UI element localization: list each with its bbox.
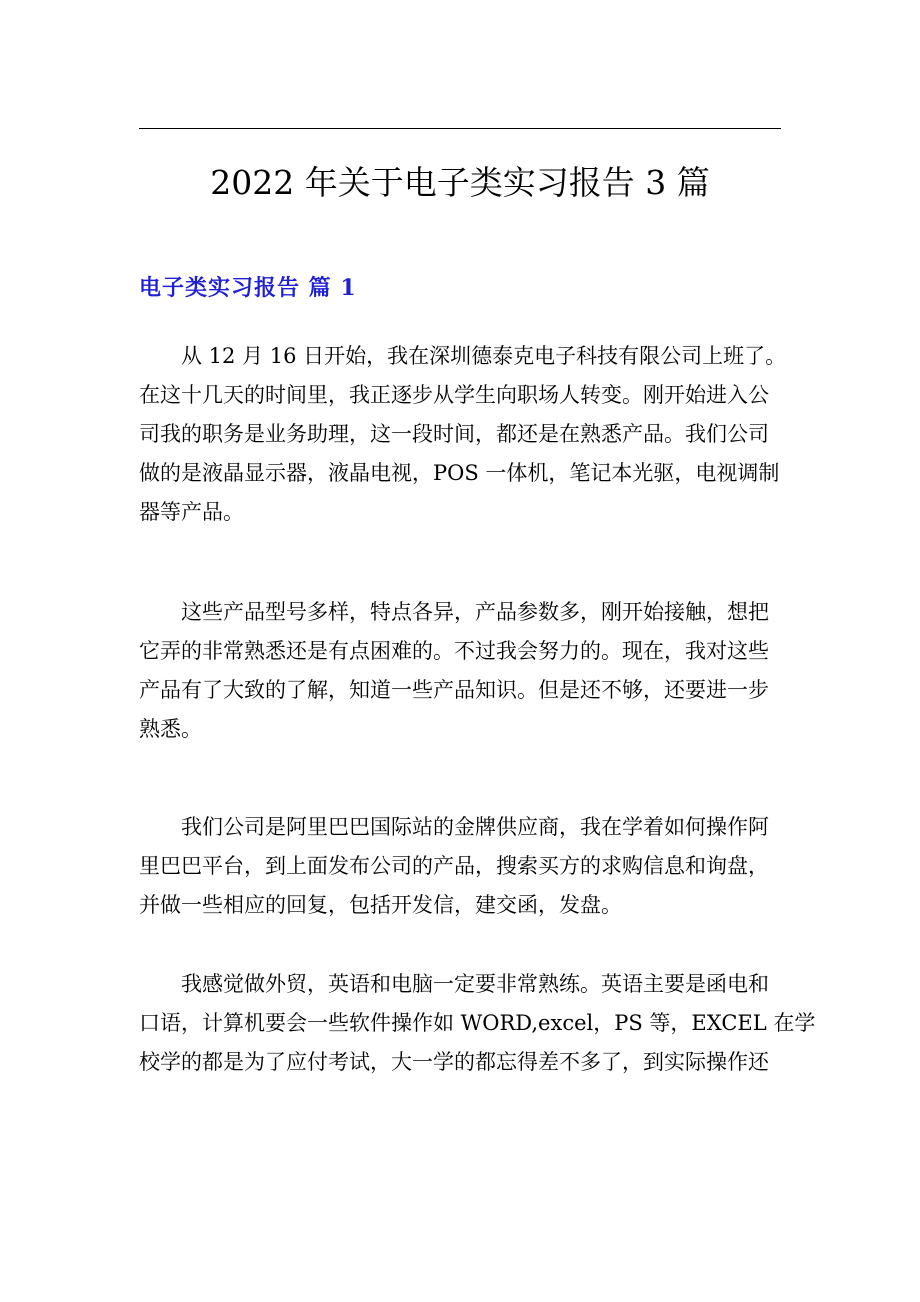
paragraph-line: 口语，计算机要会一些软件操作如 WORD,excel，PS 等，EXCEL 在学 [139, 1011, 816, 1035]
paragraph-1 [139, 337, 787, 532]
paragraph-line: 并做一些相应的回复，包括开发信，建交函，发盘。 [139, 893, 622, 917]
paragraph-line: 它弄的非常熟悉还是有点困难的。不过我会努力的。现在，我对这些 [139, 639, 769, 663]
paragraph-line: 这些产品型号多样，特点各异，产品参数多，刚开始接触，想把 [139, 600, 769, 624]
paragraph-line: 校学的都是为了应付考试，大一学的都忘得差不多了，到实际操作还 [139, 1050, 769, 1074]
paragraph-line: 熟悉。 [139, 717, 202, 741]
paragraph-line: 在这十几天的时间里，我正逐步从学生向职场人转变。刚开始进入公 [139, 383, 769, 407]
paragraph-line: 司我的职务是业务助理，这一段时间，都还是在熟悉产品。我们公司 [139, 422, 769, 446]
paragraph-2 [139, 593, 781, 749]
paragraph-line: 我们公司是阿里巴巴国际站的金牌供应商，我在学着如何操作阿 [139, 815, 769, 839]
paragraph-line: 从 12 月 16 日开始，我在深圳德泰克电子科技有限公司上班了。 [139, 344, 787, 368]
header-rule [139, 128, 781, 129]
paragraph-line: 我感觉做外贸，英语和电脑一定要非常熟练。英语主要是函电和 [139, 972, 769, 996]
section-heading: 电子类实习报告 篇 1 [139, 275, 357, 301]
paragraph-4 [139, 965, 816, 1082]
document-title: 2022 年关于电子类实习报告 3 篇 [210, 163, 710, 202]
paragraph-line: 产品有了大致的了解，知道一些产品知识。但是还不够，还要进一步 [139, 678, 769, 702]
paragraph-3 [139, 808, 781, 925]
paragraph-line: 器等产品。 [139, 500, 244, 524]
paragraph-line: 做的是液晶显示器，液晶电视，POS 一体机，笔记本光驱，电视调制 [139, 461, 780, 485]
paragraph-line: 里巴巴平台，到上面发布公司的产品，搜索买方的求购信息和询盘， [139, 854, 769, 878]
